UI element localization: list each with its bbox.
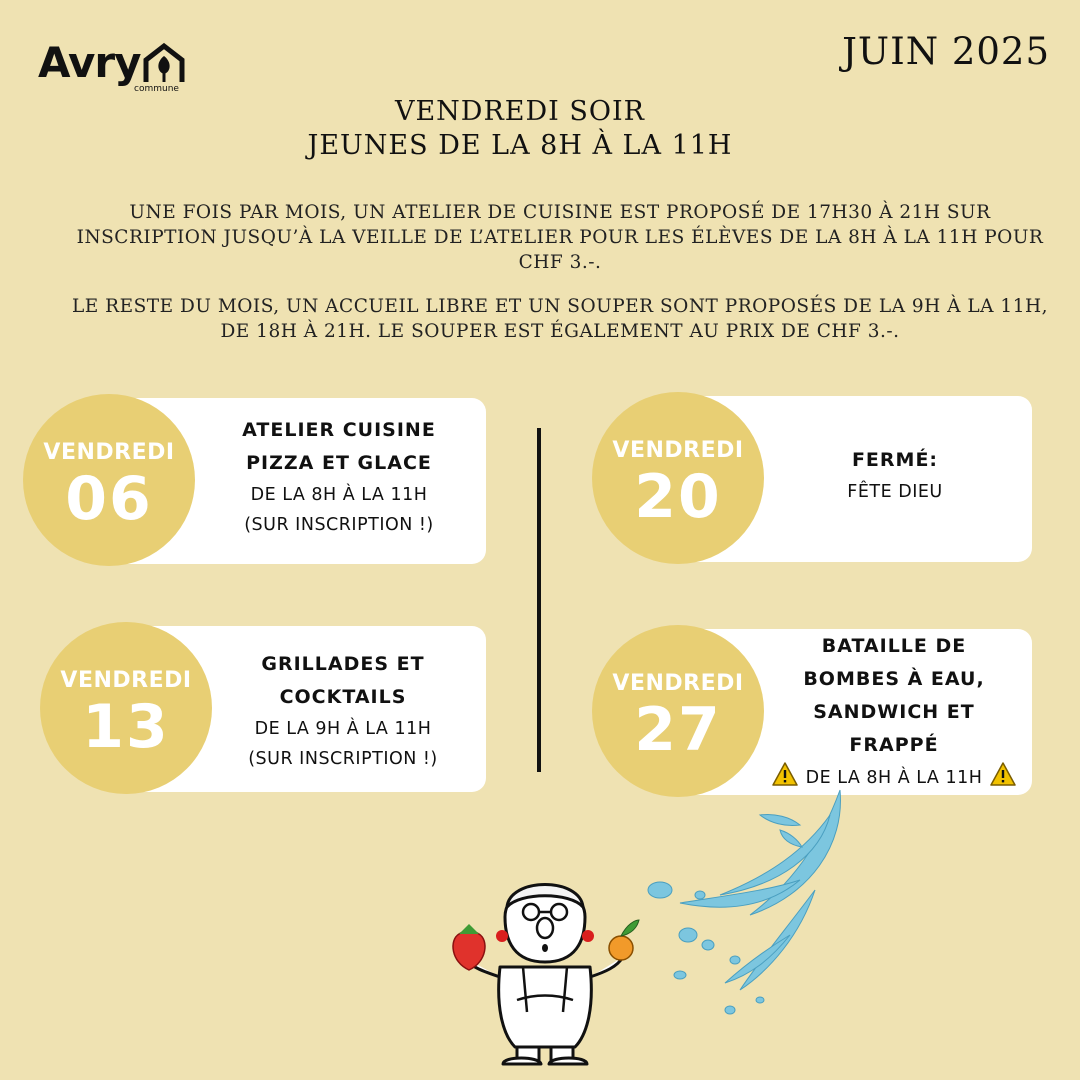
weekday-label: VENDREDI — [612, 671, 744, 696]
avry-logo — [38, 38, 188, 98]
event-note: (SUR INSCRIPTION !) — [248, 749, 438, 769]
logo-subtitle: commune — [134, 84, 179, 94]
event-note: FÊTE DIEU — [847, 482, 943, 502]
water-splash-illustration — [640, 785, 860, 1025]
date-circle-13 — [40, 622, 212, 794]
event-title: PIZZA ET GLACE — [246, 452, 432, 474]
date-number: 20 — [634, 462, 722, 532]
event-time: DE LA 8H À LA 11H — [805, 768, 983, 788]
event-title: FRAPPÉ — [849, 734, 939, 756]
event-details-06 — [200, 414, 478, 540]
event-time: DE LA 8H À LA 11H — [250, 485, 428, 505]
event-title: BATAILLE DE — [821, 635, 967, 657]
event-details-20 — [770, 444, 1020, 507]
weekday-label: VENDREDI — [43, 440, 175, 465]
column-divider — [537, 428, 541, 772]
page-title: VENDREDI SOIR — [394, 96, 646, 127]
weekday-label: VENDREDI — [60, 668, 192, 693]
event-title: FERMÉ: — [851, 449, 939, 471]
mascot-character-illustration — [445, 862, 645, 1072]
date-number: 13 — [82, 692, 170, 762]
weekday-label: VENDREDI — [612, 438, 744, 463]
page-subtitle: JEUNES DE LA 8H À LA 11H — [307, 130, 733, 161]
event-title: COCKTAILS — [279, 686, 407, 708]
date-number: 27 — [634, 695, 722, 765]
intro-paragraph: UNE FOIS PAR MOIS, UN ATELIER DE CUISINE EST PROPOSÉ DE 17H30 À 21H SUR INSCRIPTION JUSQU’À LA VEILLE DE L’ATELIER POUR LES ÉLÈVES DE LA 8H À LA 11H POUR CHF 3.-. — [76, 202, 1044, 273]
event-time: DE LA 9H À LA 11H — [254, 719, 432, 739]
date-circle-20 — [592, 392, 764, 564]
warning-icon — [990, 762, 1016, 786]
date-number: 06 — [65, 464, 153, 534]
logo-wordmark: Avry — [38, 38, 141, 87]
event-note: (SUR INSCRIPTION !) — [244, 515, 434, 535]
event-details-27 — [762, 630, 1026, 793]
info-paragraph: LE RESTE DU MOIS, UN ACCUEIL LIBRE ET UN SOUPER SONT PROPOSÉS DE LA 9H À LA 11H, DE 18H À 21H. LE SOUPER EST ÉGALEMENT AU PRIX DE CHF 3.-. — [72, 296, 1048, 342]
house-tree-icon — [142, 42, 186, 86]
event-details-13 — [212, 648, 474, 774]
date-circle-06 — [23, 394, 195, 566]
date-circle-27 — [592, 625, 764, 797]
warning-icon — [772, 762, 798, 786]
event-title: SANDWICH ET — [813, 701, 975, 723]
event-title: BOMBES À EAU, — [803, 668, 985, 690]
event-title: GRILLADES ET — [261, 653, 425, 675]
event-title: ATELIER CUISINE — [242, 419, 436, 441]
month-label: JUIN 2025 — [842, 30, 1050, 73]
